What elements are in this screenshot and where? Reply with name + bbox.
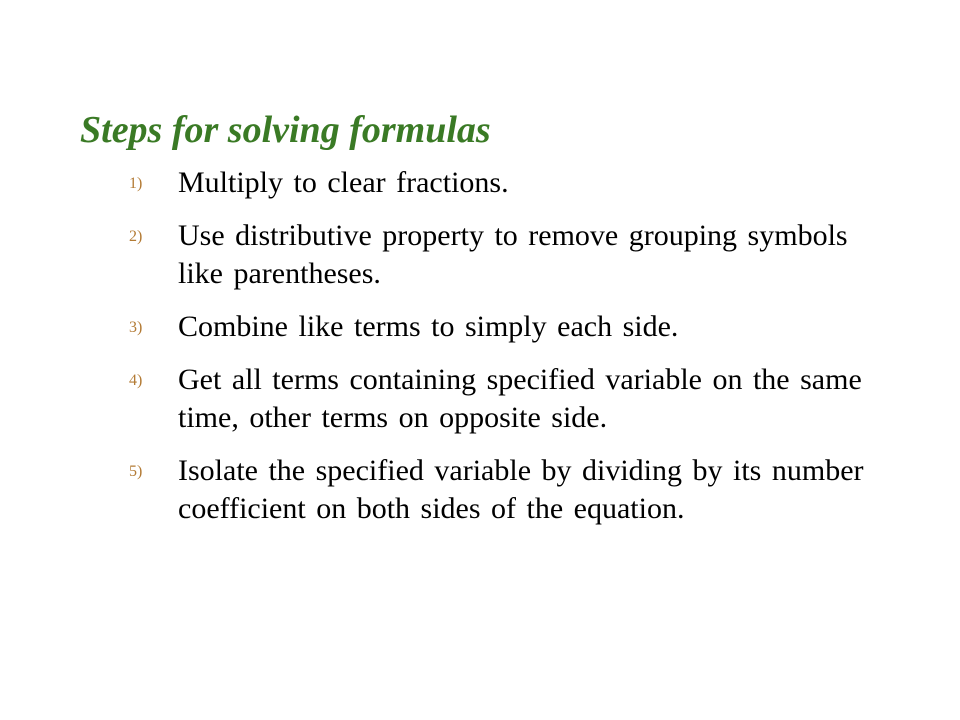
step-item-3 xyxy=(120,308,900,346)
step-number: 5) xyxy=(129,463,143,480)
step-text: Multiply to clear fractions. xyxy=(178,166,509,199)
step-item-2 xyxy=(120,217,900,293)
step-number: 3) xyxy=(129,319,143,336)
step-item-5 xyxy=(120,452,900,528)
steps-list xyxy=(120,164,900,543)
step-item-1 xyxy=(120,164,900,202)
step-text: Use distributive property to remove grouping symbols like parentheses. xyxy=(178,219,848,290)
step-number: 4) xyxy=(129,372,143,389)
slide-title: Steps for solving formulas xyxy=(80,109,491,151)
step-text: Isolate the specified variable by dividing by its number coefficient on both sides of the equation. xyxy=(178,454,864,525)
step-text: Combine like terms to simply each side. xyxy=(178,310,679,343)
step-number: 2) xyxy=(129,228,143,245)
step-number: 1) xyxy=(129,175,143,192)
step-item-4 xyxy=(120,361,900,437)
step-text: Get all terms containing specified variable on the same time, other terms on opposite side. xyxy=(178,363,862,434)
